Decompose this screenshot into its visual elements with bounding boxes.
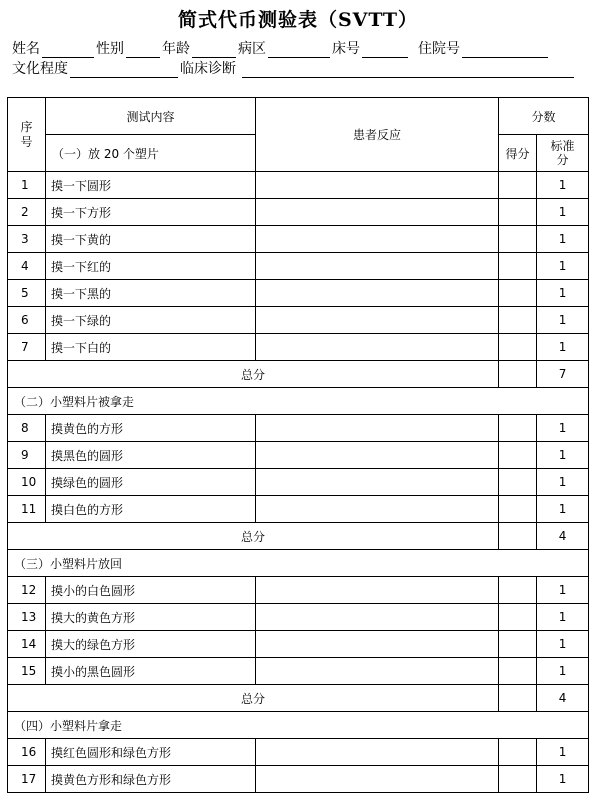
total-row: [8, 685, 589, 712]
score-header: 分数: [499, 98, 589, 135]
item-content: 摸一下方形: [46, 199, 256, 226]
age-label: 年龄: [162, 41, 190, 57]
item-content: 摸大的绿色方形: [46, 631, 256, 658]
total-label: 总分: [8, 523, 499, 550]
table-row: [8, 415, 589, 442]
response-cell[interactable]: [256, 199, 499, 226]
standard-score: 1: [537, 766, 589, 793]
item-number: 8: [8, 415, 46, 442]
table-row: [8, 739, 589, 766]
name-field[interactable]: [42, 43, 94, 58]
item-number: 16: [8, 739, 46, 766]
response-cell[interactable]: [256, 334, 499, 361]
seq-header: [8, 98, 46, 172]
obtained-score-cell[interactable]: [499, 631, 537, 658]
table-row: [8, 226, 589, 253]
standard-score: 1: [537, 739, 589, 766]
obtained-score-cell[interactable]: [499, 469, 537, 496]
standard-score: 1: [537, 442, 589, 469]
section-title-row: [8, 712, 589, 739]
table-row: [8, 334, 589, 361]
item-content: 摸一下黄的: [46, 226, 256, 253]
item-content: 摸一下黑的: [46, 280, 256, 307]
standard-score: 1: [537, 577, 589, 604]
obtained-score-cell[interactable]: [499, 766, 537, 793]
obtained-score-cell[interactable]: [499, 604, 537, 631]
table-row: [8, 577, 589, 604]
item-number: 5: [8, 280, 46, 307]
obtained-score-cell[interactable]: [499, 334, 537, 361]
table-row: [8, 631, 589, 658]
table-row: [8, 469, 589, 496]
standard-score: 1: [537, 604, 589, 631]
item-number: 7: [8, 334, 46, 361]
table-row: [8, 442, 589, 469]
response-cell[interactable]: [256, 172, 499, 199]
obtained-score-cell[interactable]: [499, 658, 537, 685]
item-number: 13: [8, 604, 46, 631]
obtained-score-cell[interactable]: [499, 739, 537, 766]
response-cell[interactable]: [256, 307, 499, 334]
item-content: 摸一下红的: [46, 253, 256, 280]
total-obtained-cell[interactable]: [499, 685, 537, 712]
section-title: （四）小塑料片拿走: [8, 712, 589, 739]
admission-field[interactable]: [462, 43, 548, 58]
total-standard-score: 4: [537, 685, 589, 712]
item-number: 2: [8, 199, 46, 226]
item-content: 摸大的黄色方形: [46, 604, 256, 631]
gender-field[interactable]: [126, 43, 160, 58]
svtt-table: [7, 97, 589, 793]
item-number: 4: [8, 253, 46, 280]
item-content: 摸黑色的圆形: [46, 442, 256, 469]
table-row: [8, 496, 589, 523]
obtained-score-cell[interactable]: [499, 307, 537, 334]
item-content: 摸一下白的: [46, 334, 256, 361]
seq-header-line2: 号: [20, 134, 33, 149]
section-title-row: [8, 388, 589, 415]
standard-header-line1: 标准: [550, 139, 575, 153]
item-number: 6: [8, 307, 46, 334]
item-content: 摸黄色方形和绿色方形: [46, 766, 256, 793]
standard-score: 1: [537, 307, 589, 334]
patient-info-line-2: [12, 58, 588, 78]
admission-label: 住院号: [418, 41, 460, 57]
table-row: [8, 199, 589, 226]
response-cell[interactable]: [256, 658, 499, 685]
response-cell[interactable]: [256, 442, 499, 469]
item-content: 摸绿色的圆形: [46, 469, 256, 496]
total-obtained-cell[interactable]: [499, 361, 537, 388]
item-number: 9: [8, 442, 46, 469]
standard-score: 1: [537, 658, 589, 685]
obtained-score-cell[interactable]: [499, 280, 537, 307]
diagnosis-field[interactable]: [242, 63, 574, 78]
obtained-score-cell[interactable]: [499, 577, 537, 604]
item-content: 摸白色的方形: [46, 496, 256, 523]
patient-info-line-1: [12, 38, 588, 58]
item-number: 12: [8, 577, 46, 604]
gender-label: 性别: [96, 41, 124, 57]
obtained-score-cell[interactable]: [499, 226, 537, 253]
response-cell[interactable]: [256, 253, 499, 280]
standard-score: 1: [537, 199, 589, 226]
bed-label: 床号: [332, 41, 360, 57]
ward-label: 病区: [238, 41, 266, 57]
table-row: [8, 172, 589, 199]
item-content: 摸一下圆形: [46, 172, 256, 199]
standard-score: 1: [537, 469, 589, 496]
header-row-1: [8, 98, 589, 135]
total-row: [8, 361, 589, 388]
response-cell[interactable]: [256, 226, 499, 253]
bed-field[interactable]: [362, 43, 408, 58]
obtained-score-cell[interactable]: [499, 496, 537, 523]
total-obtained-cell[interactable]: [499, 523, 537, 550]
name-label: 姓名: [12, 41, 40, 57]
obtained-score-cell[interactable]: [499, 253, 537, 280]
standard-header-line2: 分: [556, 153, 569, 167]
total-standard-score: 7: [537, 361, 589, 388]
total-label: 总分: [8, 685, 499, 712]
obtained-score-cell[interactable]: [499, 199, 537, 226]
item-number: 1: [8, 172, 46, 199]
table-row: [8, 766, 589, 793]
item-content: 摸小的黑色圆形: [46, 658, 256, 685]
response-cell[interactable]: [256, 766, 499, 793]
obtained-header: 得分: [499, 135, 537, 172]
standard-score: 1: [537, 631, 589, 658]
seq-header-line1: 序: [20, 119, 33, 134]
response-cell[interactable]: [256, 604, 499, 631]
response-cell[interactable]: [256, 280, 499, 307]
standard-score: 1: [537, 415, 589, 442]
response-cell[interactable]: [256, 415, 499, 442]
response-cell[interactable]: [256, 469, 499, 496]
obtained-score-cell[interactable]: [499, 172, 537, 199]
item-content: 摸黄色的方形: [46, 415, 256, 442]
education-field[interactable]: [70, 63, 178, 78]
item-number: 17: [8, 766, 46, 793]
standard-score: 1: [537, 253, 589, 280]
table-row: [8, 253, 589, 280]
standard-score: 1: [537, 334, 589, 361]
diagnosis-label: 临床诊断: [180, 61, 236, 77]
item-content: 摸一下绿的: [46, 307, 256, 334]
item-number: 10: [8, 469, 46, 496]
age-field[interactable]: [192, 43, 236, 58]
item-content: 摸红色圆形和绿色方形: [46, 739, 256, 766]
table-row: [8, 307, 589, 334]
page-title: 简式代币测验表（SVTT）: [177, 9, 419, 31]
response-header: 患者反应: [256, 98, 499, 172]
total-standard-score: 4: [537, 523, 589, 550]
item-number: 3: [8, 226, 46, 253]
ward-field[interactable]: [268, 43, 330, 58]
table-row: [8, 658, 589, 685]
response-cell[interactable]: [256, 577, 499, 604]
education-label: 文化程度: [12, 61, 68, 77]
standard-score: 1: [537, 172, 589, 199]
standard-header: [537, 135, 589, 172]
section-title: （一）放 20 个塑片: [46, 135, 256, 172]
section-title: （三）小塑料片放回: [8, 550, 589, 577]
item-number: 15: [8, 658, 46, 685]
total-row: [8, 523, 589, 550]
standard-score: 1: [537, 226, 589, 253]
item-number: 11: [8, 496, 46, 523]
obtained-score-cell[interactable]: [499, 415, 537, 442]
table-row: [8, 280, 589, 307]
item-number: 14: [8, 631, 46, 658]
item-content: 摸小的白色圆形: [46, 577, 256, 604]
standard-score: 1: [537, 496, 589, 523]
obtained-score-cell[interactable]: [499, 442, 537, 469]
table-row: [8, 604, 589, 631]
total-label: 总分: [8, 361, 499, 388]
response-cell[interactable]: [256, 496, 499, 523]
content-header: 测试内容: [46, 98, 256, 135]
section-title-row: [8, 550, 589, 577]
standard-score: 1: [537, 280, 589, 307]
response-cell[interactable]: [256, 739, 499, 766]
section-title: （二）小塑料片被拿走: [8, 388, 589, 415]
response-cell[interactable]: [256, 631, 499, 658]
